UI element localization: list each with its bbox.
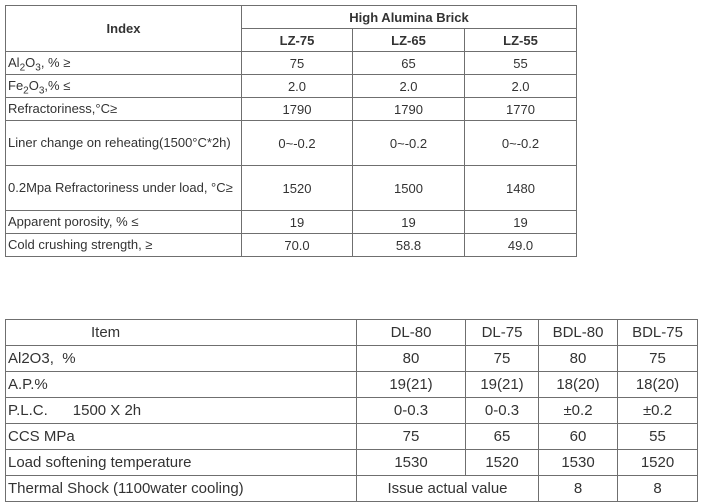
cell-value: 49.0	[465, 234, 577, 257]
cell-value: 70.0	[242, 234, 353, 257]
row-label: P.L.C. 1500 X 2h	[6, 398, 357, 424]
dl-bdl-brick-table	[5, 319, 698, 502]
row-label: $Al_2O_3$, % ≥	[6, 52, 242, 75]
table-row	[6, 98, 577, 121]
group-header: High Alumina Brick	[242, 6, 577, 29]
cell-value: 0~-0.2	[242, 121, 353, 166]
cell-value: 75	[242, 52, 353, 75]
table-row	[6, 211, 577, 234]
row-label: Cold crushing strength, ≥	[6, 234, 242, 257]
row-label: Al2O3, %	[6, 346, 357, 372]
cell-value: 2.0	[242, 75, 353, 98]
cell-value: 60	[539, 424, 618, 450]
table-row	[6, 424, 698, 450]
cell-value: 8	[539, 476, 618, 502]
cell-value: 55	[618, 424, 698, 450]
cell-value: 8	[618, 476, 698, 502]
column-header: DL-80	[357, 320, 466, 346]
column-header: LZ-65	[353, 29, 465, 52]
column-header: DL-75	[466, 320, 539, 346]
cell-value: 1530	[539, 450, 618, 476]
cell-value: 1480	[465, 166, 577, 211]
cell-value: 1520	[618, 450, 698, 476]
column-header: BDL-80	[539, 320, 618, 346]
table-row	[6, 346, 698, 372]
cell-value: 19(21)	[466, 372, 539, 398]
cell-value: 55	[465, 52, 577, 75]
column-header: LZ-55	[465, 29, 577, 52]
column-header: BDL-75	[618, 320, 698, 346]
cell-value: 19	[242, 211, 353, 234]
cell-value: 65	[466, 424, 539, 450]
cell-value: 75	[618, 346, 698, 372]
cell-value: 65	[353, 52, 465, 75]
index-header: Index	[6, 6, 242, 52]
table-row	[6, 450, 698, 476]
cell-value: 1770	[465, 98, 577, 121]
cell-value: 18(20)	[618, 372, 698, 398]
row-label: Liner change on reheating(1500°C*2h)	[6, 121, 242, 166]
cell-value: 1520	[242, 166, 353, 211]
cell-value: 19	[465, 211, 577, 234]
row-label: Thermal Shock (1100water cooling)	[6, 476, 357, 502]
table-row	[6, 398, 698, 424]
cell-value: 0~-0.2	[465, 121, 577, 166]
cell-value: 58.8	[353, 234, 465, 257]
cell-value: 1520	[466, 450, 539, 476]
cell-value: 0-0.3	[357, 398, 466, 424]
row-label: Apparent porosity, % ≤	[6, 211, 242, 234]
table-row	[6, 166, 577, 211]
cell-value: 75	[357, 424, 466, 450]
row-label: Load softening temperature	[6, 450, 357, 476]
cell-value: 80	[539, 346, 618, 372]
column-header: LZ-75	[242, 29, 353, 52]
cell-value: 0~-0.2	[353, 121, 465, 166]
cell-value: 1530	[357, 450, 466, 476]
table-row	[6, 121, 577, 166]
cell-value: 18(20)	[539, 372, 618, 398]
cell-value: ±0.2	[539, 398, 618, 424]
table-row	[6, 476, 698, 502]
cell-value: 1790	[353, 98, 465, 121]
cell-value: 1790	[242, 98, 353, 121]
cell-value: 1500	[353, 166, 465, 211]
row-label: $Fe_2O_3,\%$ ≤	[6, 75, 242, 98]
cell-value: 80	[357, 346, 466, 372]
row-label: Refractoriness,°C≥	[6, 98, 242, 121]
cell-value: 2.0	[465, 75, 577, 98]
cell-value: 19(21)	[357, 372, 466, 398]
table-header-row	[6, 6, 577, 29]
cell-value: 0-0.3	[466, 398, 539, 424]
table-row	[6, 372, 698, 398]
cell-value: ±0.2	[618, 398, 698, 424]
row-label: A.P.%	[6, 372, 357, 398]
cell-value: 2.0	[353, 75, 465, 98]
cell-value: 19	[353, 211, 465, 234]
high-alumina-brick-table	[5, 5, 577, 257]
table-row	[6, 52, 577, 75]
cell-value: 75	[466, 346, 539, 372]
merged-cell-value: Issue actual value	[357, 476, 539, 502]
table-row	[6, 234, 577, 257]
item-header: Item	[6, 320, 357, 346]
table-row	[6, 75, 577, 98]
row-label: CCS MPa	[6, 424, 357, 450]
table-header-row	[6, 320, 698, 346]
row-label: 0.2Mpa Refractoriness under load, °C≥	[6, 166, 242, 211]
